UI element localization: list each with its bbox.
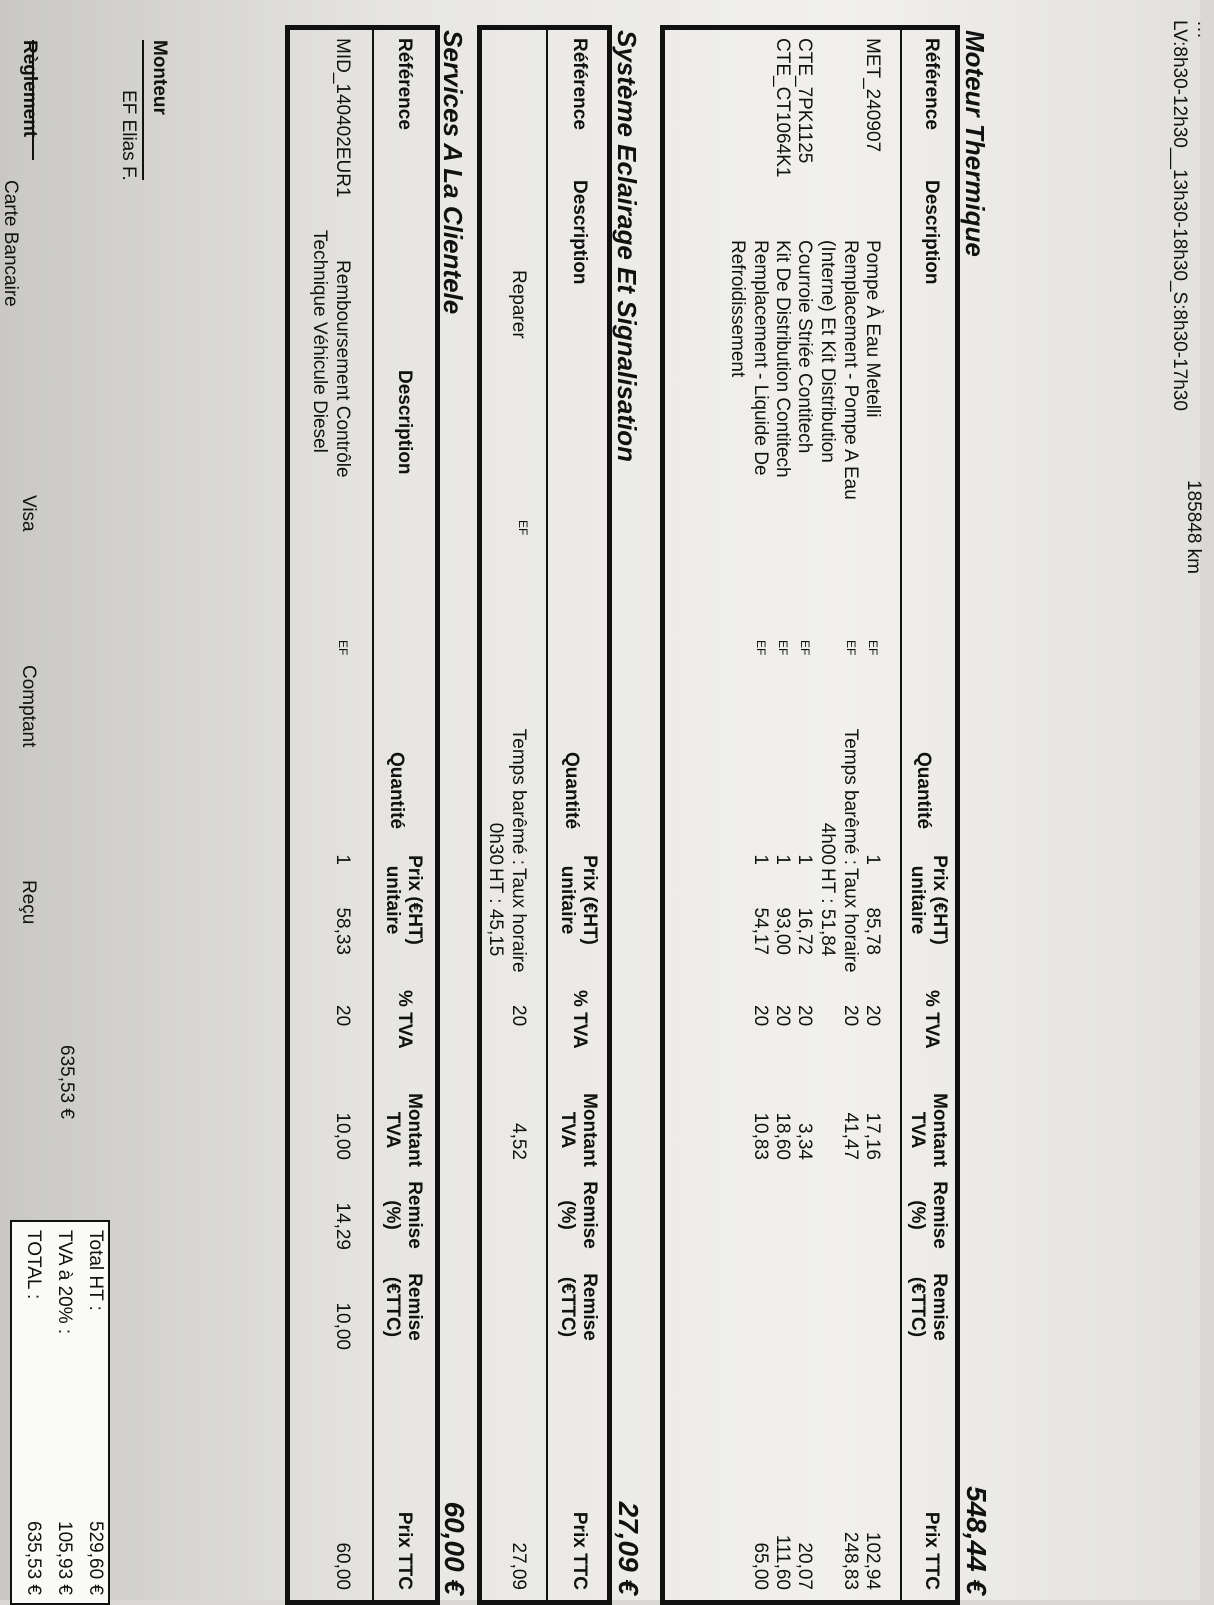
row-vat: 20 [862,1005,883,1027]
section-total-services: 60,00 € [439,1501,470,1595]
section-total-moteur-thermique: 548,44 € [961,1486,992,1595]
col-unit-price-line1: Prix (€HT) [404,855,425,945]
col-price-ttc: Prix TTC [569,1511,590,1590]
row-tech: EF [336,640,350,656]
row-vat: 20 [332,1005,353,1027]
col-discount-ttc [381,1262,425,1352]
col-discount-ttc-line2: (€TTC) [907,1276,928,1338]
col-reference: Référence [921,38,942,130]
row-desc [308,230,354,478]
total-vat-value: 105,93 € [54,1521,75,1595]
mechanic-label: Monteur [149,40,170,115]
total-label: TOTAL : [23,1230,44,1300]
row-vat-amount: 18,60 [772,1112,793,1160]
col-discount-pct-line2: (%) [557,1200,578,1230]
total-ht-value: 529,60 € [85,1521,106,1595]
col-reference: Référence [394,38,415,130]
col-discount-ttc-line1: Remise [929,1273,950,1341]
row-qty-line1: Temps barêmé : [840,728,861,865]
section-title-services: Services A La Clientele [438,30,468,315]
col-vat-pct: % TVA [569,990,590,1049]
col-unit-price-line2: unitaire [557,865,578,935]
col-discount-pct-line2: (%) [382,1200,403,1230]
header-rule [900,30,902,1600]
payment-amount: 635,53 € [56,1045,77,1119]
row-vat-amount: 17,16 [862,1112,883,1160]
row-qty [816,715,862,865]
header-partial-text: … [1193,20,1214,39]
row-price: 102,94 [862,1531,883,1590]
row-vat-amount: 10,83 [750,1112,771,1160]
col-unit-price-line1: Prix (€HT) [929,855,950,945]
row-desc [726,240,772,476]
mechanic-underline [142,40,144,180]
row-vat: 20 [772,1005,793,1027]
payment-col-comptant: Comptant [18,665,39,748]
col-discount-ttc-line2: (€TTC) [382,1276,403,1338]
row-unit-line1: Taux horaire [508,868,529,973]
row-discount-ttc: 10,00 [332,1302,353,1350]
row-qty: 1 [794,854,815,865]
row-tech: EF [776,640,790,656]
col-unit-price-line1: Prix (€HT) [579,855,600,945]
row-desc-line2: Technique Véhicule Diesel [309,230,330,453]
col-price-ttc: Prix TTC [394,1511,415,1590]
total-vat-label: TVA à 20% : [54,1230,75,1335]
col-discount-ttc-line1: Remise [579,1273,600,1341]
row-qty-line1: Temps barêmé : [508,728,529,865]
row-unit-line2: HT : 45,15 [485,868,506,957]
row-desc: Kit De Distribution Contitech [772,240,793,478]
row-vat-amount: 4,52 [508,1123,529,1160]
row-ref: CTE_CT1064K1 [772,38,793,178]
row-qty [484,715,530,865]
col-vat-amount [381,1085,425,1175]
col-discount-pct-line1: Remise [929,1181,950,1249]
header-rule [372,30,374,1600]
row-tech: EF [516,520,530,536]
row-vat-amount: 41,47 [840,1112,861,1160]
col-quantity: Quantité [561,752,582,830]
row-vat-amount: 10,00 [332,1112,353,1160]
col-unit-price [381,845,425,955]
row-ref: MET_240907 [862,38,883,153]
total-ht-label: Total HT : [85,1230,106,1311]
row-price: 111,60 [772,1534,793,1590]
col-vat-pct: % TVA [394,990,415,1049]
col-discount-pct [556,1175,600,1255]
col-unit-price-line2: unitaire [907,865,928,935]
col-vat-pct: % TVA [921,990,942,1049]
row-qty: 1 [862,854,883,865]
col-vat-amount [906,1085,950,1175]
row-unit: 54,17 [750,907,771,955]
row-unit [816,868,862,973]
total-value: 635,53 € [23,1521,44,1595]
col-discount-ttc [556,1262,600,1352]
opening-hours: LV:8h30-12h30__13h30-18h30_S:8h30-17h30 [1169,20,1190,411]
row-desc [816,240,862,500]
row-desc-line2: Refroidissement [727,240,748,378]
row-ref: MID_140402EUR1 [332,38,353,198]
col-vat-amount-line2: TVA [382,1111,403,1149]
col-discount-pct-line2: (%) [907,1200,928,1230]
row-price: 27,09 [508,1542,529,1590]
row-qty: 1 [750,854,771,865]
row-desc-line1: Remplacement - Liquide De [750,240,771,476]
mechanic-value: EF Elias F. [118,90,139,181]
col-vat-amount-line1: Montant [579,1093,600,1167]
row-unit: 85,78 [862,907,883,955]
col-discount-ttc-line1: Remise [404,1273,425,1341]
row-unit: 93,00 [772,907,793,955]
section-title-moteur-thermique: Moteur Thermique [960,30,990,257]
section-title-eclairage: Système Eclairage Et Signalisation [612,30,642,463]
row-unit-line2: HT : 51,84 [817,868,838,957]
row-qty-line2: 0h30 [485,822,506,865]
col-description: Description [394,370,415,475]
row-ref: CTE_7PK1125 [794,38,815,164]
payment-col-visa: Visa [18,495,39,532]
col-reference: Référence [569,38,590,130]
row-desc: Courroie Striée Contitech [794,240,815,454]
row-desc-line1: Remplacement - Pompe A Eau [840,240,861,500]
col-discount-ttc [906,1262,950,1352]
col-unit-price [906,845,950,955]
col-price-ttc: Prix TTC [921,1511,942,1590]
col-vat-amount-line2: TVA [907,1111,928,1149]
row-tech: EF [798,640,812,656]
col-discount-ttc-line2: (€TTC) [557,1276,578,1338]
row-desc-line2: (Interne) Et Kit Distribution [817,240,838,463]
col-vat-amount-line1: Montant [929,1093,950,1167]
row-vat: 20 [794,1005,815,1027]
mileage: 185848 km [1183,480,1204,575]
payment-col-recu: Reçu [18,880,39,925]
col-description: Description [569,180,590,285]
row-unit: 16,72 [794,907,815,955]
col-discount-pct-line1: Remise [404,1181,425,1249]
col-discount-pct-line1: Remise [579,1181,600,1249]
row-discount-pct: 14,29 [332,1202,353,1250]
section-total-eclairage: 27,09 € [613,1501,644,1595]
row-unit-line1: Taux horaire [840,868,861,973]
row-desc-line1: Remboursement Contrôle [332,260,353,478]
row-vat: 20 [840,1005,861,1027]
row-desc: Pompe À Eau Metelli [862,240,883,418]
col-quantity: Quantité [913,752,934,830]
row-price: 248,83 [840,1531,861,1590]
payment-method: Carte Bancaire [0,180,21,307]
row-tech: EF [844,640,858,656]
row-unit: 58,33 [332,907,353,955]
row-price: 60,00 [332,1542,353,1590]
col-vat-amount-line1: Montant [404,1093,425,1167]
col-description: Description [921,180,942,285]
payment-label: Règlement [19,40,40,138]
col-unit-price-line2: unitaire [382,865,403,935]
row-tech: EF [754,640,768,656]
col-discount-pct [906,1175,950,1255]
row-price: 65,00 [750,1542,771,1590]
row-unit [484,868,530,973]
row-price: 20,07 [794,1542,815,1590]
col-vat-amount [556,1085,600,1175]
row-vat: 20 [750,1005,771,1027]
col-discount-pct [381,1175,425,1255]
header-rule [546,30,548,1600]
row-desc: Reparer [508,270,529,339]
row-vat: 20 [508,1005,529,1027]
row-qty: 1 [772,854,793,865]
row-vat-amount: 3,34 [794,1123,815,1160]
col-quantity: Quantité [386,752,407,830]
row-tech: EF [866,640,880,656]
row-qty-line2: 4h00 [817,822,838,865]
col-unit-price [556,845,600,955]
payment-underline [32,40,34,160]
row-qty: 1 [332,854,353,865]
col-vat-amount-line2: TVA [557,1111,578,1149]
